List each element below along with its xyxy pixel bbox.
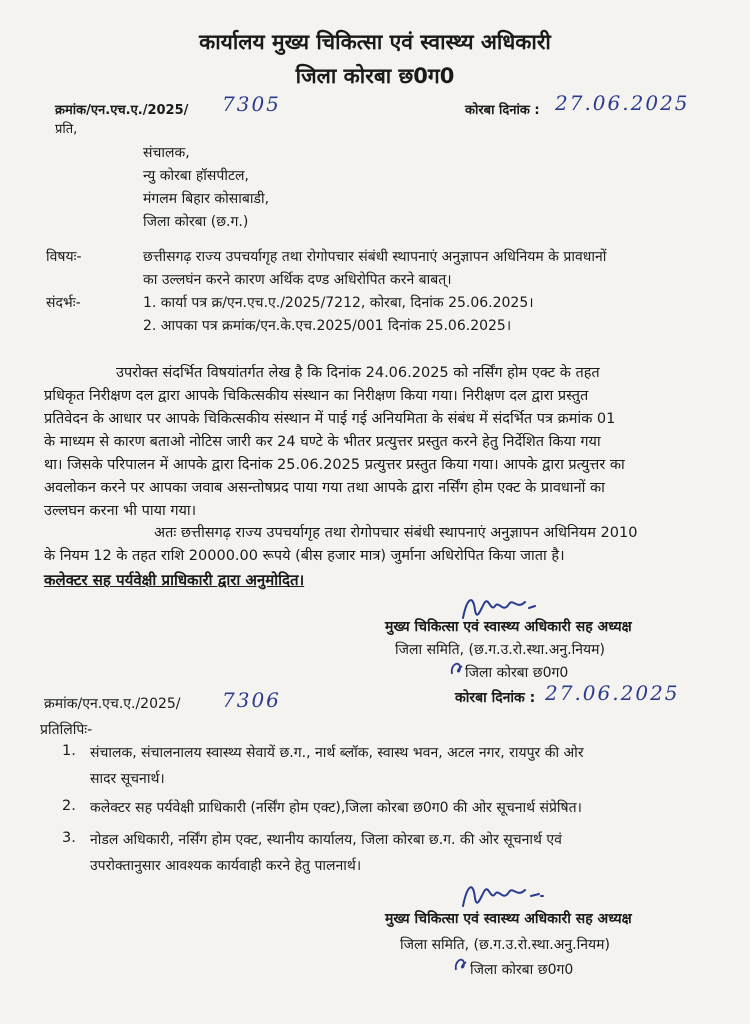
body-line: अतः छत्तीसगढ़ राज्य उपचर्यागृह तथा रोगोपचार संबंधी स्थापनाएं अनुज्ञापन अधिनियम 2010 <box>154 525 638 541</box>
recipient-line: मंगलम बिहार कोसाबाडी, <box>143 191 270 207</box>
body-paragraph-1 <box>44 362 709 523</box>
signature-district: जिला कोरबा छ0ग0 <box>470 962 574 978</box>
signature-district: जिला कोरबा छ0ग0 <box>465 665 569 681</box>
recipient-line: संचालक, <box>143 145 190 161</box>
reference-label: संदर्भः- <box>46 295 81 311</box>
copy-date-label: कोरबा दिनांक : <box>455 690 536 706</box>
body-line: उपरोक्त संदर्भित विषयांतर्गत लेख है कि दिनांक 24.06.2025 को नर्सिंग होम एक्ट के तहत <box>116 365 600 381</box>
district-title: जिला कोरबा छ0ग0 <box>295 64 455 88</box>
to-label: प्रति, <box>55 122 78 137</box>
body-paragraph-2 <box>44 522 709 568</box>
body-line: प्रधिकृत निरीक्षण दल द्वारा आपके चिकित्सकीय संस्थान का निरीक्षण किया गया। निरीक्षण दल द्वारा प्रस्तुत <box>44 388 589 404</box>
copy-ref-number-handwritten: 7306 <box>222 688 281 712</box>
subject-label: विषयः- <box>46 249 82 265</box>
signature-title: मुख्य चिकित्सा एवं स्वास्थ्य अधिकारी सह अध्यक्ष <box>385 619 632 635</box>
body-line: था। जिसके परिपालन में आपके द्वारा दिनांक 25.06.2025 प्रत्युत्तर प्रस्तुत किया गया। आपके द्वारा प्रत्युत्तर का <box>44 457 625 473</box>
copy-label: प्रतिलिपिः- <box>40 722 93 738</box>
body-line: प्रतिवेदन के आधार पर आपके चिकित्सकीय संस्थान में पाई गई अनियमिता के संबंध में संदर्भित पत्र क्रमांक 01 <box>44 411 616 427</box>
subject-line: छत्तीसगढ़ राज्य उपचर्यागृह तथा रोगोपचार संबंधी स्थापनाएं अनुज्ञापन अधिनियम के प्रावधानों <box>143 249 607 265</box>
office-title: कार्यालय मुख्य चिकित्सा एवं स्वास्थ्य अधिकारी <box>199 30 551 54</box>
copy-item-line: कलेक्टर सह पर्यवेक्षी प्राधिकारी (नर्सिंग होम एक्ट),जिला कोरबा छ0ग0 की ओर सूचनार्थ संप्रेषित। <box>90 800 582 816</box>
body-line: के नियम 12 के तहत राशि 20000.00 रूपये (बीस हजार मात्र) जुर्माना अधिरोपित किया जाता है। <box>44 548 565 564</box>
reference-item: 1. कार्या पत्र क्र/एन.एच.ए./2025/7212, कोरबा, दिनांक 25.06.2025। <box>143 295 534 311</box>
signature-title: मुख्य चिकित्सा एवं स्वास्थ्य अधिकारी सह अध्यक्ष <box>385 911 632 927</box>
subject-line: का उल्लघंन करने कारण अर्थिक दण्ड अधिरोपित करने बाबत्। <box>143 272 452 288</box>
copy-item-line: नोडल अधिकारी, नर्सिंग होम एक्ट, स्थानीय कार्यालय, जिला कोरबा छ.ग. की ओर सूचनार्थ एवं <box>90 832 562 848</box>
copy-item-line: उपरोक्तानुसार आवश्यक कार्यवाही करने हेतु पालनार्थ। <box>90 858 362 874</box>
recipient-line: जिला कोरबा (छ.ग.) <box>143 214 249 230</box>
ref-number-handwritten: 7305 <box>222 92 281 116</box>
body-line: अवलोकन करने पर आपका जवाब असन्तोषप्रद पाया गया तथा आपके द्वारा नर्सिंग होम एक्ट के प्रावधानों का <box>44 480 605 496</box>
copy-item-number: 3. <box>62 830 76 846</box>
approval-note: कलेक्टर सह पर्यवेक्षी प्राधिकारी द्वारा अनुमोदित। <box>44 571 305 589</box>
date-label: कोरबा दिनांक : <box>465 103 540 118</box>
copy-item-line: संचालक, संचालनालय स्वास्थ्य सेवायें छ.ग., नार्थ ब्लॉक, स्वास्थ भवन, अटल नगर, रायपुर की ओर <box>90 745 584 761</box>
copy-ref-label: क्रमांक/एन.एच.ए./2025/ <box>44 696 181 712</box>
reference-item: 2. आपका पत्र क्रमांक/एन.के.एच.2025/001 दिनांक 25.06.2025। <box>143 318 512 334</box>
date-handwritten: 27.06.2025 <box>555 91 690 115</box>
recipient-line: न्यु कोरबा हॉसपीटल, <box>143 168 249 184</box>
signature-committee: जिला समिति, (छ.ग.उ.रो.स्था.अनु.नियम) <box>400 937 610 953</box>
copy-item-number: 1. <box>62 743 76 759</box>
copy-item-line: सादर सूचनार्थ। <box>90 771 165 787</box>
body-line: के माध्यम से कारण बताओ नोटिस जारी कर 24 घण्टे के भीतर प्रत्युत्तर प्रस्तुत करने हेतु निर्देशित किया गया <box>44 434 601 450</box>
initial-mark-icon <box>452 952 472 974</box>
body-line: उल्लघन करना भी पाया गया। <box>44 503 197 519</box>
copy-date-handwritten: 27.06.2025 <box>545 681 680 705</box>
signature-committee: जिला समिति, (छ.ग.उ.रो.स्था.अनु.नियम) <box>395 642 605 658</box>
ref-label: क्रमांक/एन.एच.ए./2025/ <box>55 103 189 118</box>
copy-item-number: 2. <box>62 798 76 814</box>
